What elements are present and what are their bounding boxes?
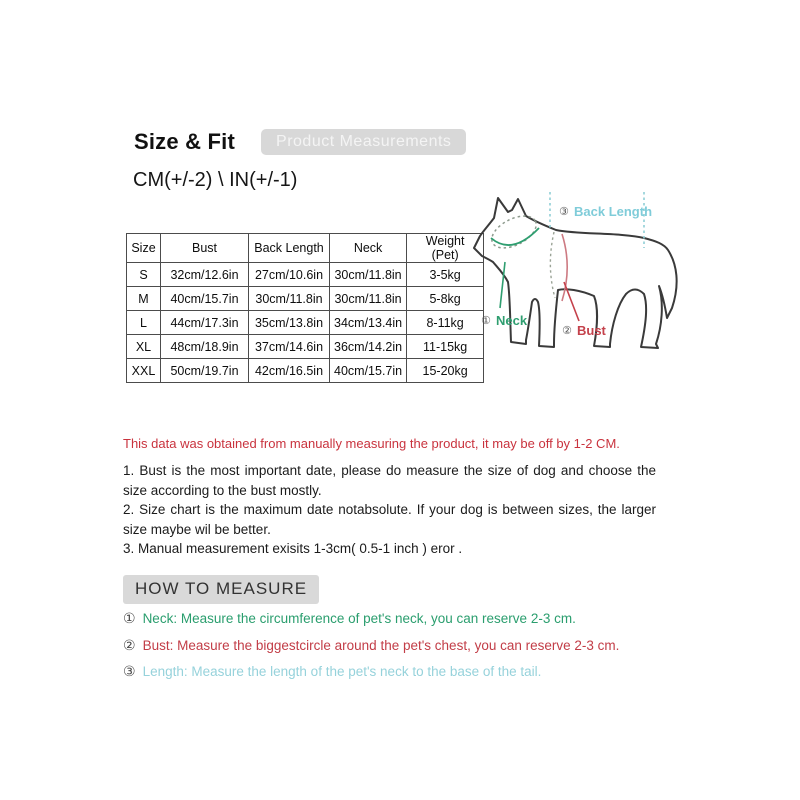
cell-neck: 40cm/15.7in — [330, 359, 407, 383]
note-item: 2. Size chart is the maximum date notabsolute. If your dog is between sizes, the larger size maybe wil be better. — [123, 502, 656, 537]
units-tolerance-note: CM(+/-2) \ IN(+/-1) — [133, 169, 298, 191]
step-text: Length: Measure the length of the pet's neck to the base of the tail. — [142, 664, 542, 679]
cell-weight: 11-15kg — [407, 335, 484, 359]
measure-step-neck — [123, 611, 683, 627]
step-number: ③ — [123, 664, 136, 680]
col-header-back-length: Back Length — [249, 234, 330, 263]
measure-step-length — [123, 664, 683, 680]
bust-label: Bust — [577, 323, 606, 338]
cell-back-length: 35cm/13.8in — [249, 311, 330, 335]
neck-label: Neck — [496, 313, 528, 328]
measurement-disclaimer: This data was obtained from manually measuring the product, it may be off by 1-2 CM. — [123, 436, 620, 451]
measure-steps — [123, 611, 683, 691]
cell-size: M — [127, 287, 161, 311]
measure-step-bust — [123, 638, 683, 654]
size-chart-table — [126, 233, 484, 383]
cell-back-length: 27cm/10.6in — [249, 263, 330, 287]
sizing-notes — [123, 461, 656, 559]
table-row — [127, 359, 484, 383]
header — [134, 129, 466, 155]
table-row — [127, 335, 484, 359]
step-number: ① — [123, 611, 136, 627]
how-to-measure-heading: HOW TO MEASURE — [123, 575, 319, 604]
step-number: ② — [123, 637, 136, 654]
col-header-weight: Weight (Pet) — [407, 234, 484, 263]
neck-number: ① — [481, 314, 491, 327]
product-measurements-badge: Product Measurements — [261, 129, 466, 155]
note-item: 1. Bust is the most important date, please do measure the size of dog and choose the size according to the bust mostly. — [123, 463, 656, 498]
table-header-row — [127, 234, 484, 263]
col-header-size: Size — [127, 234, 161, 263]
cell-weight: 8-11kg — [407, 311, 484, 335]
cell-weight: 5-8kg — [407, 287, 484, 311]
table-row — [127, 287, 484, 311]
page-title: Size & Fit — [134, 129, 236, 154]
cell-neck: 36cm/14.2in — [330, 335, 407, 359]
cell-weight: 15-20kg — [407, 359, 484, 383]
cell-neck: 30cm/11.8in — [330, 263, 407, 287]
cell-size: S — [127, 263, 161, 287]
cell-bust: 50cm/19.7in — [161, 359, 249, 383]
step-text: Bust: Measure the biggestcircle around the pet's chest, you can reserve 2-3 cm. — [142, 637, 620, 653]
cell-back-length: 30cm/11.8in — [249, 287, 330, 311]
step-text: Neck: Measure the circumference of pet's neck, you can reserve 2-3 cm. — [142, 611, 576, 626]
cell-bust: 32cm/12.6in — [161, 263, 249, 287]
back-length-number: ③ — [559, 205, 569, 218]
bust-number: ② — [562, 324, 572, 337]
bust-measure-back-line — [550, 232, 555, 298]
cell-back-length: 37cm/14.6in — [249, 335, 330, 359]
cell-bust: 44cm/17.3in — [161, 311, 249, 335]
cell-back-length: 42cm/16.5in — [249, 359, 330, 383]
cell-neck: 30cm/11.8in — [330, 287, 407, 311]
dog-measurement-diagram — [466, 186, 694, 368]
bust-measure-front-line — [562, 234, 567, 301]
neck-pointer-line — [500, 262, 505, 308]
col-header-bust: Bust — [161, 234, 249, 263]
table-row — [127, 263, 484, 287]
col-header-neck: Neck — [330, 234, 407, 263]
bust-pointer-line — [564, 282, 579, 321]
note-item: 3. Manual measurement exisits 1-3cm( 0.5-1 inch ) eror . — [123, 541, 463, 556]
cell-size: L — [127, 311, 161, 335]
cell-size: XXL — [127, 359, 161, 383]
cell-bust: 48cm/18.9in — [161, 335, 249, 359]
cell-size: XL — [127, 335, 161, 359]
table-row — [127, 311, 484, 335]
cell-weight: 3-5kg — [407, 263, 484, 287]
cell-bust: 40cm/15.7in — [161, 287, 249, 311]
collar-line — [491, 228, 539, 245]
cell-neck: 34cm/13.4in — [330, 311, 407, 335]
back-length-label: Back Length — [574, 204, 653, 219]
